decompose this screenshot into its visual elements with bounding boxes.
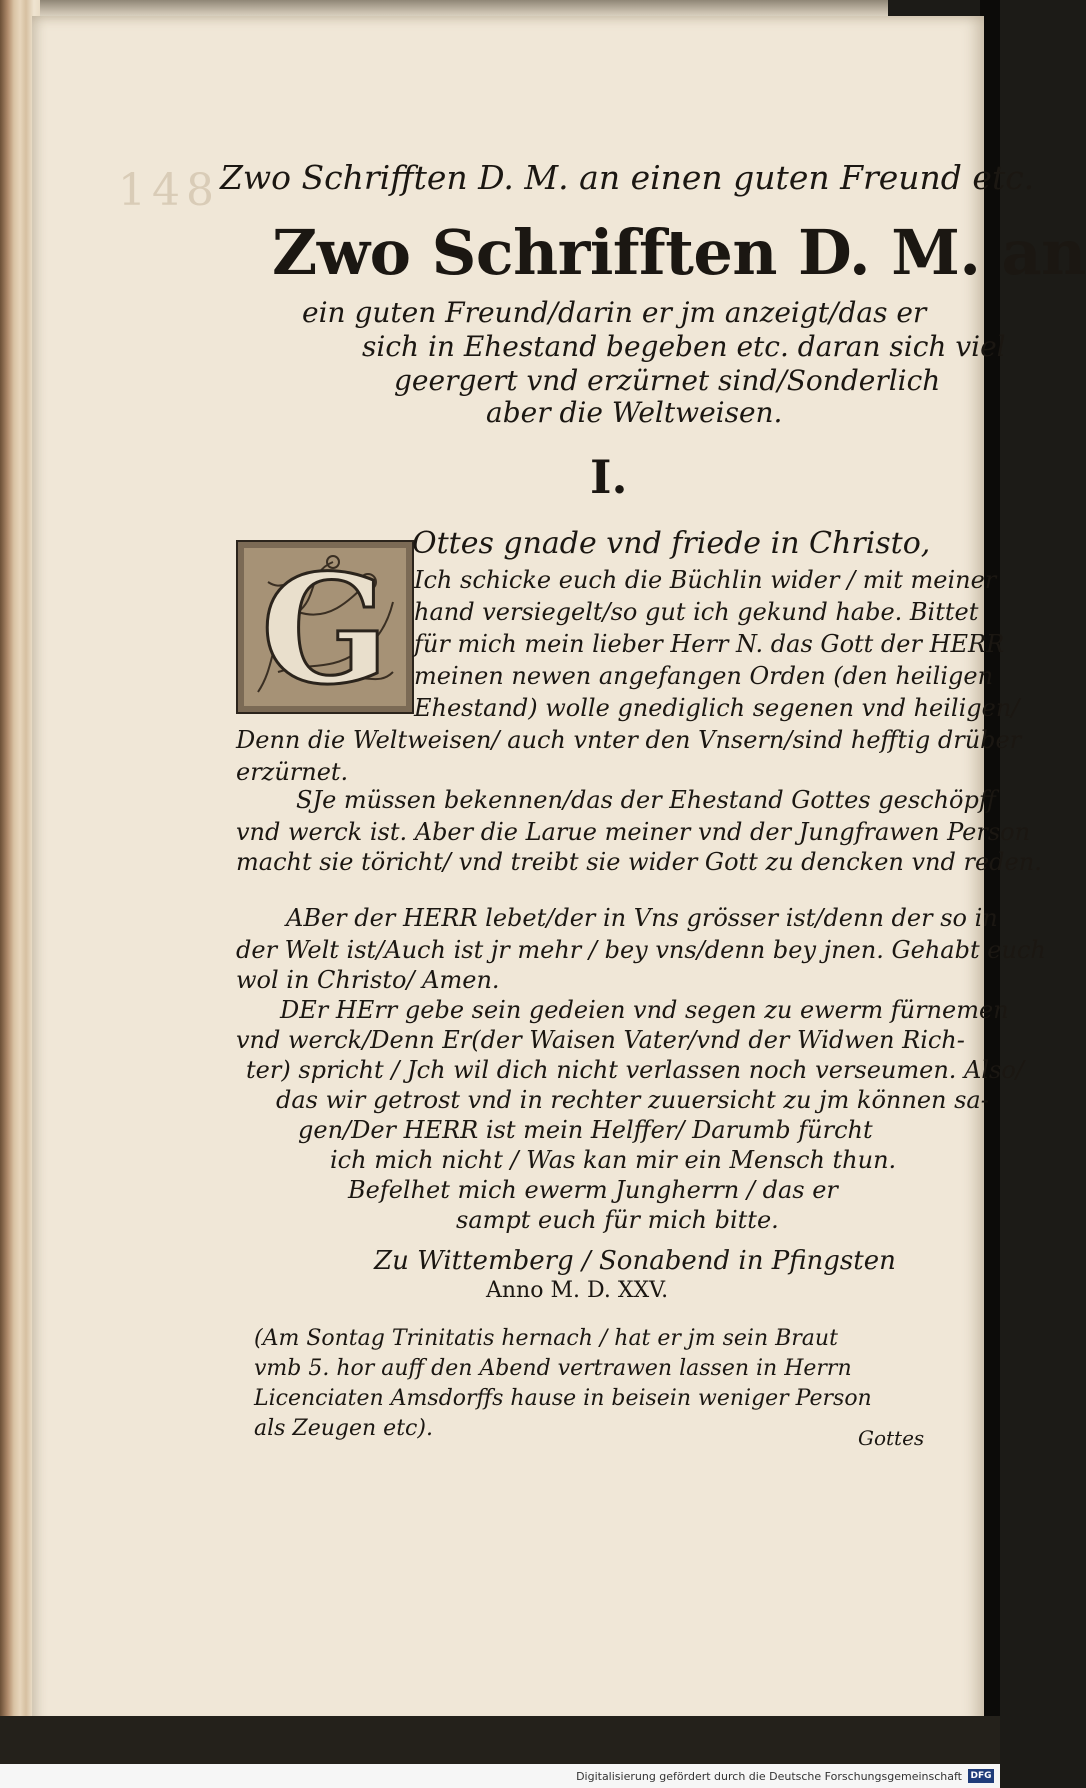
note-line: (Am Sontag Trinitatis hernach / hat er jm sein Braut [254, 1326, 838, 1351]
body-line: Ottes gnade vnd friede in Christo, [412, 526, 931, 561]
decorated-initial [236, 540, 414, 718]
body-line: ich mich nicht / Was kan mir ein Mensch thun. [330, 1146, 897, 1174]
page-title: Zwo Schrifften D. M. an [272, 216, 1086, 289]
initial-letter: G [260, 542, 390, 718]
body-line: vnd werck ist. Aber die Larue meiner vnd der Jungfrawen Person [236, 818, 1031, 846]
body-line: ABer der HERR lebet/der in Vns grösser ist/denn der so in [286, 904, 998, 932]
section-number: I. [590, 450, 628, 504]
dfg-logo: DFG [968, 1769, 994, 1783]
closing-year: Anno M. D. XXV. [486, 1278, 669, 1303]
body-line: ter) spricht / Jch wil dich nicht verlassen noch verseumen. Also/ [246, 1056, 1024, 1084]
body-line: sampt euch für mich bitte. [456, 1206, 779, 1234]
ornament-icon [238, 542, 412, 718]
body-line: vnd werck/Denn Er(der Waisen Vater/vnd der Widwen Rich- [236, 1026, 965, 1054]
body-line: erzürnet. [236, 758, 349, 786]
body-line: gen/Der HERR ist mein Helffer/ Darumb fürcht [298, 1116, 873, 1144]
body-line: wol in Christo/ Amen. [236, 966, 500, 994]
body-line: Befelhet mich ewerm Jungherrn / das er [348, 1176, 838, 1204]
subtitle-line-3: geergert vnd erzürnet sind/Sonderlich [394, 364, 941, 397]
body-line: der Welt ist/Auch ist jr mehr / bey vns/denn bey jnen. Gehabt euch [236, 936, 1046, 964]
body-line: Denn die Weltweisen/ auch vnter den Vnsern/sind hefftig drüber [236, 726, 1022, 754]
body-line: macht sie töricht/ vnd treibt sie wider Gott zu dencken vnd reden. [236, 848, 1042, 876]
body-line: Ich schicke euch die Büchlin wider / mit meiner [414, 566, 997, 594]
body-line: Ehestand) wolle gnediglich segenen vnd heiligen/ [414, 694, 1020, 722]
body-line: hand versiegelt/so gut ich gekund habe. Bittet [414, 598, 979, 626]
catchword: Gottes [858, 1426, 925, 1450]
running-head: Zwo Schrifften D. M. an einen guten Freund etc. [220, 158, 1035, 197]
body-line: meinen newen angefangen Orden (den heiligen [414, 662, 994, 690]
background-bottom [0, 1716, 1000, 1764]
subtitle-line-4: aber die Weltweisen. [486, 396, 783, 429]
subtitle-line-2: sich in Ehestand begeben etc. daran sich viel [362, 330, 1006, 363]
body-line: das wir getrost vnd in rechter zuuersicht zu jm können sa- [276, 1086, 989, 1114]
closing-place-date: Zu Wittemberg / Sonabend in Pfingsten [374, 1246, 896, 1276]
body-line: für mich mein lieber Herr N. das Gott der HERR [414, 630, 1005, 658]
body-line: DEr HErr gebe sein gedeien vnd segen zu ewerm fürnemen [280, 996, 1009, 1024]
footer-credit: Digitalisierung gefördert durch die Deutsche Forschungsgemeinschaft [576, 1770, 962, 1783]
subtitle-line-1: ein guten Freund/darin er jm anzeigt/das er [302, 296, 927, 329]
body-line: SJe müssen bekennen/das der Ehestand Gottes geschöpff [296, 786, 996, 814]
note-line: als Zeugen etc). [254, 1416, 433, 1441]
note-line: Licenciaten Amsdorffs hause in beisein weniger Person [254, 1386, 872, 1411]
bleed-through-page-number: 148 [118, 165, 220, 216]
note-line: vmb 5. hor auff den Abend vertrawen lassen in Herrn [254, 1356, 852, 1381]
